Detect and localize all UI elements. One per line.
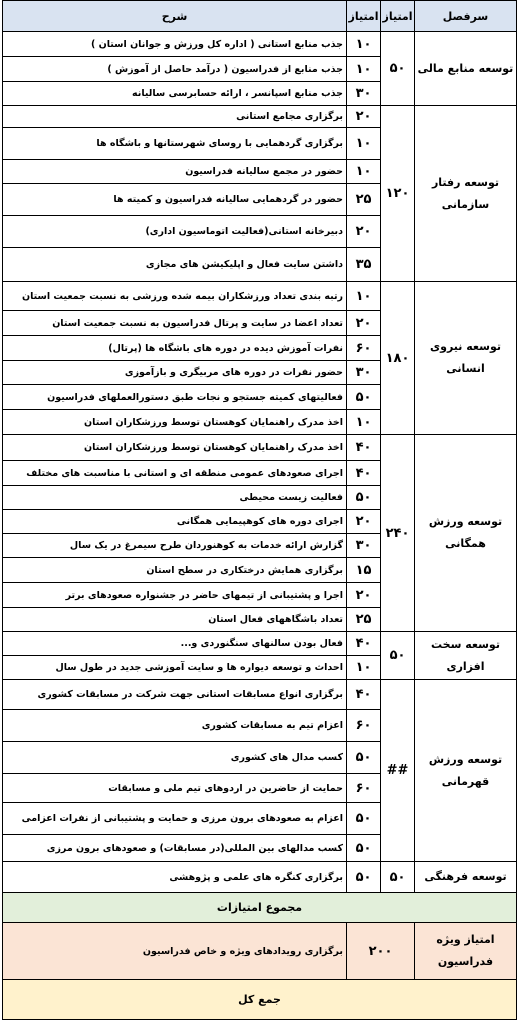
row-score: ۲۵ bbox=[347, 184, 381, 216]
row-description: فعالیتهای کمیته جستجو و نجات طبق دستورالعملهای فدراسیون bbox=[3, 385, 347, 410]
row-score: ۲۵ bbox=[347, 608, 381, 632]
row-score: ۴۰ bbox=[347, 680, 381, 710]
section-total: ۱۲۰ bbox=[381, 106, 415, 282]
row-score: ۵۰ bbox=[347, 862, 381, 893]
section-total: ۵۰ bbox=[381, 32, 415, 106]
row-description: برگزاری گردهمایی با روسای شهرستانها و باشگاه ها bbox=[3, 128, 347, 160]
grand-total-label: جمع کل bbox=[3, 980, 517, 1020]
row-score: ۳۰ bbox=[347, 361, 381, 385]
row-score: ۴۰ bbox=[347, 632, 381, 656]
row-score: ۱۰ bbox=[347, 57, 381, 82]
row-score: ۲۰ bbox=[347, 216, 381, 248]
row-score: ۱۰ bbox=[347, 282, 381, 311]
row-description: اخذ مدرک راهنمایان کوهستان توسط ورزشکاران استان bbox=[3, 435, 347, 461]
table-row bbox=[3, 632, 517, 656]
header-points-item: امتیاز bbox=[347, 1, 381, 32]
row-description: تعداد باشگاههای فعال استان bbox=[3, 608, 347, 632]
section-total: ۵۰ bbox=[381, 632, 415, 680]
row-description: حضور نفرات در دوره های مربیگری و بازآموزی bbox=[3, 361, 347, 385]
row-score: ۵۰ bbox=[347, 742, 381, 774]
row-description: جذب منابع استانی ( اداره کل ورزش و جوانان استان ) bbox=[3, 32, 347, 57]
row-description: حضور در گردهمایی سالیانه فدراسیون و کمیته ها bbox=[3, 184, 347, 216]
row-description: اعزام تیم به مسابقات کشوری bbox=[3, 710, 347, 742]
row-score: ۲۰ bbox=[347, 311, 381, 336]
special-row bbox=[3, 923, 517, 980]
table-row bbox=[3, 435, 517, 461]
header-category: سرفصل bbox=[415, 1, 517, 32]
row-score: ۴۰ bbox=[347, 461, 381, 486]
table-row bbox=[3, 282, 517, 311]
row-description: جذب منابع اسپانسر ، ارائه حسابرسی سالیانه bbox=[3, 82, 347, 106]
row-description: برگزاری انواع مسابقات استانی جهت شرکت در مسابقات کشوری bbox=[3, 680, 347, 710]
section-category: توسعه ورزش قهرمانی bbox=[415, 680, 517, 862]
row-score: ۲۰ bbox=[347, 510, 381, 534]
section-category: توسعه منابع مالی bbox=[415, 32, 517, 106]
row-score: ۱۰ bbox=[347, 656, 381, 680]
row-score: ۱۰ bbox=[347, 160, 381, 184]
row-description: اجرای صعودهای عمومی منطقه ای و استانی با مناسبت های مختلف bbox=[3, 461, 347, 486]
row-score: ۵۰ bbox=[347, 803, 381, 835]
row-score: ۶۰ bbox=[347, 774, 381, 803]
row-score: ۳۰ bbox=[347, 534, 381, 558]
header-row bbox=[3, 1, 517, 32]
section-category: توسعه رفتار سازمانی bbox=[415, 106, 517, 282]
row-description: کسب مدال های کشوری bbox=[3, 742, 347, 774]
sum-row bbox=[3, 893, 517, 923]
row-description: نفرات آموزش دیده در دوره های باشگاه ها (پرتال) bbox=[3, 336, 347, 361]
row-score: ۵۰ bbox=[347, 385, 381, 410]
row-score: ۶۰ bbox=[347, 710, 381, 742]
row-description: اخذ مدرک راهنمایان کوهستان توسط ورزشکاران استان bbox=[3, 410, 347, 435]
table-row bbox=[3, 680, 517, 710]
row-description: برگزاری کنگره های علمی و پژوهشی bbox=[3, 862, 347, 893]
section-total: ۱۸۰ bbox=[381, 282, 415, 435]
sum-label: مجموع امتیازات bbox=[3, 893, 517, 923]
special-total: ۲۰۰ bbox=[347, 923, 415, 980]
scoring-table bbox=[2, 0, 517, 1020]
row-score: ۱۰ bbox=[347, 128, 381, 160]
special-desc: برگزاری رویدادهای ویژه و خاص فدراسیون bbox=[3, 923, 347, 980]
row-description: حضور در مجمع سالیانه فدراسیون bbox=[3, 160, 347, 184]
row-description: رتبه بندی تعداد ورزشکاران بیمه شده ورزشی به نسبت جمعیت استان bbox=[3, 282, 347, 311]
header-points-total: امتیاز bbox=[381, 1, 415, 32]
grand-total-row bbox=[3, 980, 517, 1020]
row-description: حمایت از حاضرین در اردوهای تیم ملی و مسابقات bbox=[3, 774, 347, 803]
row-score: ۵۰ bbox=[347, 486, 381, 510]
row-score: ۱۰ bbox=[347, 32, 381, 57]
table-row bbox=[3, 106, 517, 128]
row-score: ۱۰ bbox=[347, 410, 381, 435]
section-category: توسعه سخت افزاری bbox=[415, 632, 517, 680]
row-score: ۵۰ bbox=[347, 835, 381, 862]
section-category: توسعه فرهنگی bbox=[415, 862, 517, 893]
row-description: داشتن سایت فعال و اپلیکیشن های مجازی bbox=[3, 248, 347, 282]
section-category: توسعه نیروی انسانی bbox=[415, 282, 517, 435]
table-row bbox=[3, 862, 517, 893]
row-score: ۳۰ bbox=[347, 82, 381, 106]
row-description: گزارش ارائه خدمات به کوهنوردان طرح سیمرغ در یک سال bbox=[3, 534, 347, 558]
row-description: احداث و توسعه دیواره ها و سایت آموزشی جدید در طول سال bbox=[3, 656, 347, 680]
row-description: جذب منابع از فدراسیون ( درآمد حاصل از آموزش ) bbox=[3, 57, 347, 82]
section-total: ۵۰ bbox=[381, 862, 415, 893]
row-score: ۲۰ bbox=[347, 583, 381, 608]
row-description: تعداد اعضا در سایت و پرتال فدراسیون به نسبت جمعیت استان bbox=[3, 311, 347, 336]
row-description: اعزام به صعودهای برون مرزی و حمایت و پشتیبانی از نفرات اعزامی bbox=[3, 803, 347, 835]
row-score: ۲۰ bbox=[347, 106, 381, 128]
header-description: شرح bbox=[3, 1, 347, 32]
section-total: ## bbox=[381, 680, 415, 862]
section-category: توسعه ورزش همگانی bbox=[415, 435, 517, 632]
row-description: فعال بودن سالنهای سنگنوردی و... bbox=[3, 632, 347, 656]
row-score: ۳۵ bbox=[347, 248, 381, 282]
row-score: ۱۵ bbox=[347, 558, 381, 583]
row-description: دبیرخانه استانی(فعالیت اتوماسیون اداری) bbox=[3, 216, 347, 248]
row-description: اجرا و پشتیبانی از تیمهای حاضر در جشنواره صعودهای برتر bbox=[3, 583, 347, 608]
row-score: ۴۰ bbox=[347, 435, 381, 461]
row-description: برگزاری همایش درختکاری در سطح استان bbox=[3, 558, 347, 583]
row-score: ۶۰ bbox=[347, 336, 381, 361]
row-description: فعالیت زیست محیطی bbox=[3, 486, 347, 510]
table-row bbox=[3, 32, 517, 57]
row-description: کسب مدالهای بین المللی(در مسابقات) و صعودهای برون مرزی bbox=[3, 835, 347, 862]
section-total: ۲۴۰ bbox=[381, 435, 415, 632]
row-description: اجرای دوره های کوهپیمایی همگانی bbox=[3, 510, 347, 534]
special-category: امتیاز ویژه فدراسیون bbox=[415, 923, 517, 980]
row-description: برگزاری مجامع استانی bbox=[3, 106, 347, 128]
